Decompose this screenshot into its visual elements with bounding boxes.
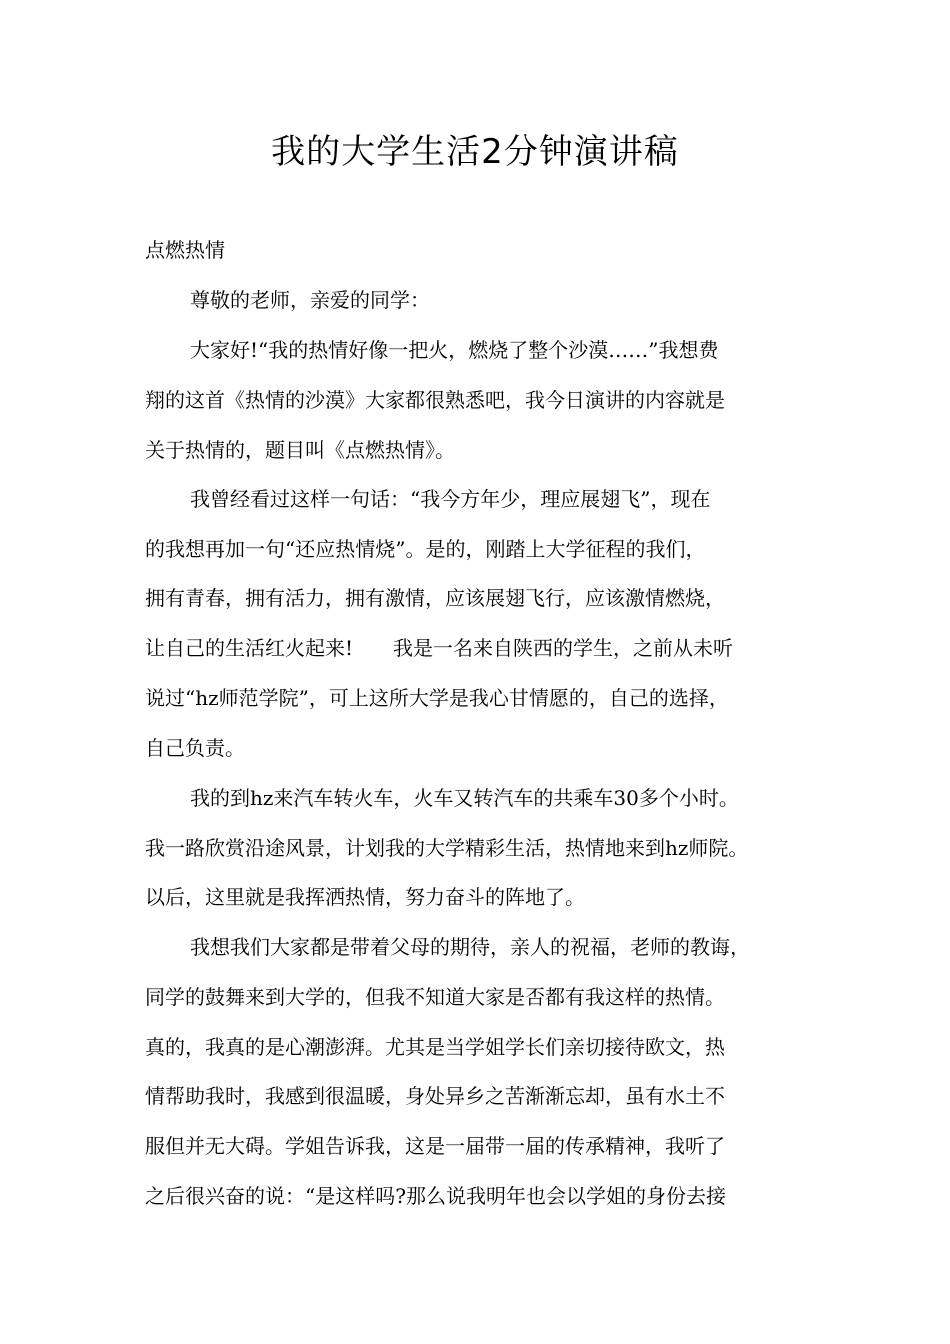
paragraph-line: 以后，这里就是我挥洒热情，努力奋斗的阵地了。 xyxy=(145,885,585,909)
paragraph-line: 之后很兴奋的说：“是这样吗?那么说我明年也会以学姐的身份去接 xyxy=(145,1184,726,1208)
paragraph-line: 尊敬的老师，亲爱的同学： xyxy=(190,288,430,312)
paragraph-line: 自己负责。 xyxy=(145,736,245,760)
paragraph-line: 让自己的生活红火起来! 我是一名来自陕西的学生，之前从未听 xyxy=(145,636,734,660)
paragraph-line: 同学的鼓舞来到大学的，但我不知道大家是否都有我这样的热情。 xyxy=(145,985,725,1009)
paragraph-line: 关于热情的，题目叫《点燃热情》。 xyxy=(145,438,455,462)
paragraph-line: 翔的这首《热情的沙漠》大家都很熟悉吧，我今日演讲的内容就是 xyxy=(145,388,725,412)
paragraph-line: 拥有青春，拥有活力，拥有激情，应该展翅飞行，应该激情燃烧， xyxy=(145,586,725,610)
document-title: 我的大学生活2分钟演讲稿 xyxy=(271,132,679,172)
paragraph-line: 情帮助我时，我感到很温暖，身处异乡之苦渐渐忘却，虽有水土不 xyxy=(145,1084,725,1108)
paragraph-line: 我曾经看过这样一句话：“我今方年少，理应展翅飞”，现在 xyxy=(190,487,711,511)
paragraph-line: 说过“hz师范学院”，可上这所大学是我心甘情愿的，自己的选择， xyxy=(145,686,729,710)
paragraph-line: 我的到hz来汽车转火车，火车又转汽车的共乘车30多个小时。 xyxy=(190,786,739,810)
paragraph-line: 真的，我真的是心潮澎湃。尤其是当学姐学长们亲切接待欧文，热 xyxy=(145,1035,725,1059)
paragraph-line: 我一路欣赏沿途风景，计划我的大学精彩生活，热情地来到hz师院。 xyxy=(145,836,749,860)
paragraph-line: 服但并无大碍。学姐告诉我，这是一届带一届的传承精神，我听了 xyxy=(145,1134,725,1158)
paragraph-line: 的我想再加一句“还应热情烧”。是的，刚踏上大学征程的我们， xyxy=(145,537,706,561)
section-heading: 点燃热情 xyxy=(145,238,225,262)
paragraph-line: 大家好!“我的热情好像一把火，燃烧了整个沙漠……”我想费 xyxy=(190,338,719,362)
paragraph-line: 我想我们大家都是带着父母的期待，亲人的祝福，老师的教诲， xyxy=(190,935,750,959)
